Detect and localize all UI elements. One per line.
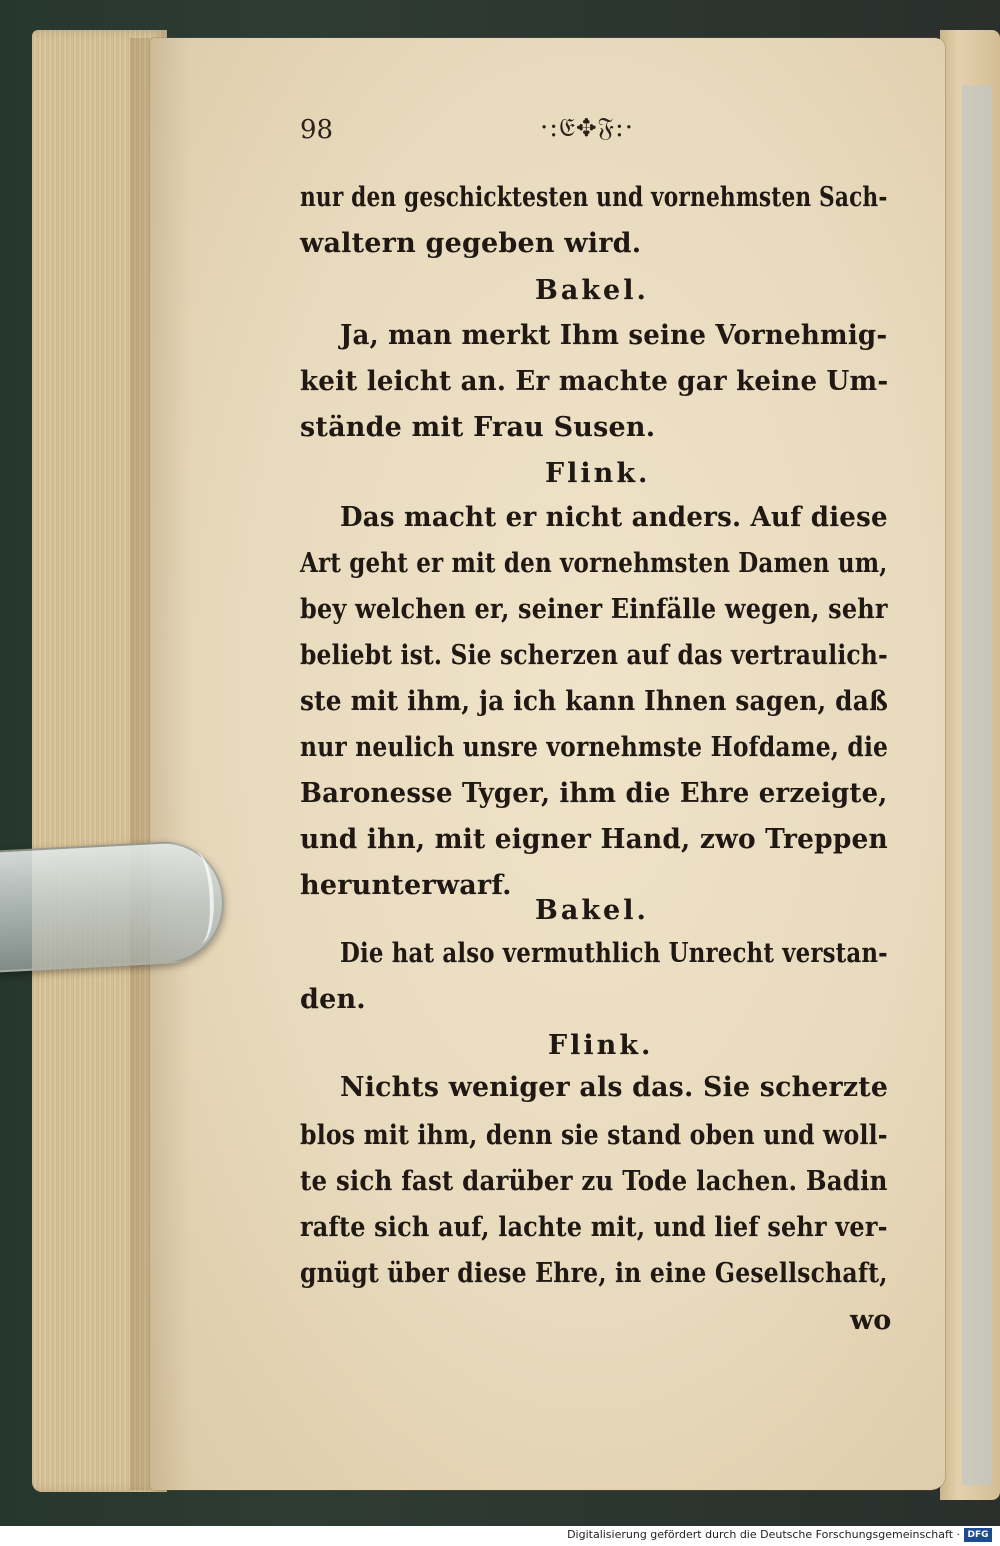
- speaker-label: Flink.: [548, 1030, 654, 1061]
- text-line: Nichts weniger als das. Sie scherzte: [340, 1072, 889, 1103]
- text-line: bey welchen er, seiner Einfälle wegen, sehr: [300, 594, 888, 625]
- text-line: herunterwarf.: [300, 870, 512, 901]
- text-line: gnügt über diese Ehre, in eine Gesellschaft,: [300, 1258, 888, 1289]
- text-line: waltern gegeben wird.: [300, 228, 642, 259]
- speaker-label: Bakel.: [535, 275, 649, 306]
- text-line: und ihn, mit eigner Hand, zwo Treppen: [300, 824, 888, 855]
- text-line: Ja, man merkt Ihm seine Vornehmig-: [340, 320, 888, 351]
- text-line: blos mit ihm, denn sie stand oben und woll-: [300, 1120, 888, 1151]
- text-line: den.: [300, 984, 366, 1015]
- text-line: Die hat also vermuthlich Unrecht verstan-: [340, 938, 888, 969]
- dfg-logo-icon: DFG: [964, 1528, 992, 1542]
- footer-bar: [0, 1526, 1000, 1546]
- page-number: 98: [300, 115, 334, 145]
- text-line: rafte sich auf, lachte mit, und lief sehr ver-: [300, 1212, 888, 1243]
- text-line: Art geht er mit den vornehmsten Damen um,: [300, 548, 888, 579]
- text-line: ste mit ihm, ja ich kann Ihnen sagen, daß: [300, 686, 889, 717]
- funding-notice: Digitalisierung gefördert durch die Deutsche Forschungsgemeinschaft ·: [567, 1528, 960, 1541]
- text-line: Baronesse Tyger, ihm die Ehre erzeigte,: [300, 778, 888, 809]
- text-line: nur neulich unsre vornehmste Hofdame, die: [300, 732, 889, 763]
- text-line: keit leicht an. Er machte gar keine Um-: [300, 366, 889, 397]
- text-line: Das macht er nicht anders. Auf diese: [340, 502, 888, 533]
- adjacent-page-edge: [940, 30, 1000, 1500]
- page-clip: [0, 839, 227, 974]
- text-line: beliebt ist. Sie scherzen auf das vertraulich-: [300, 640, 888, 671]
- catchword: wo: [850, 1305, 892, 1336]
- speaker-label: Bakel.: [535, 895, 649, 926]
- text-line: nur den geschicktesten und vornehmsten Sach-: [300, 182, 888, 213]
- text-line: stände mit Frau Susen.: [300, 412, 656, 443]
- speaker-label: Flink.: [545, 458, 651, 489]
- ornament-icon: ·:𝔈✥𝔉:·: [540, 113, 634, 143]
- page-header: [300, 115, 890, 155]
- text-line: te sich fast darüber zu Tode lachen. Badin: [300, 1166, 888, 1197]
